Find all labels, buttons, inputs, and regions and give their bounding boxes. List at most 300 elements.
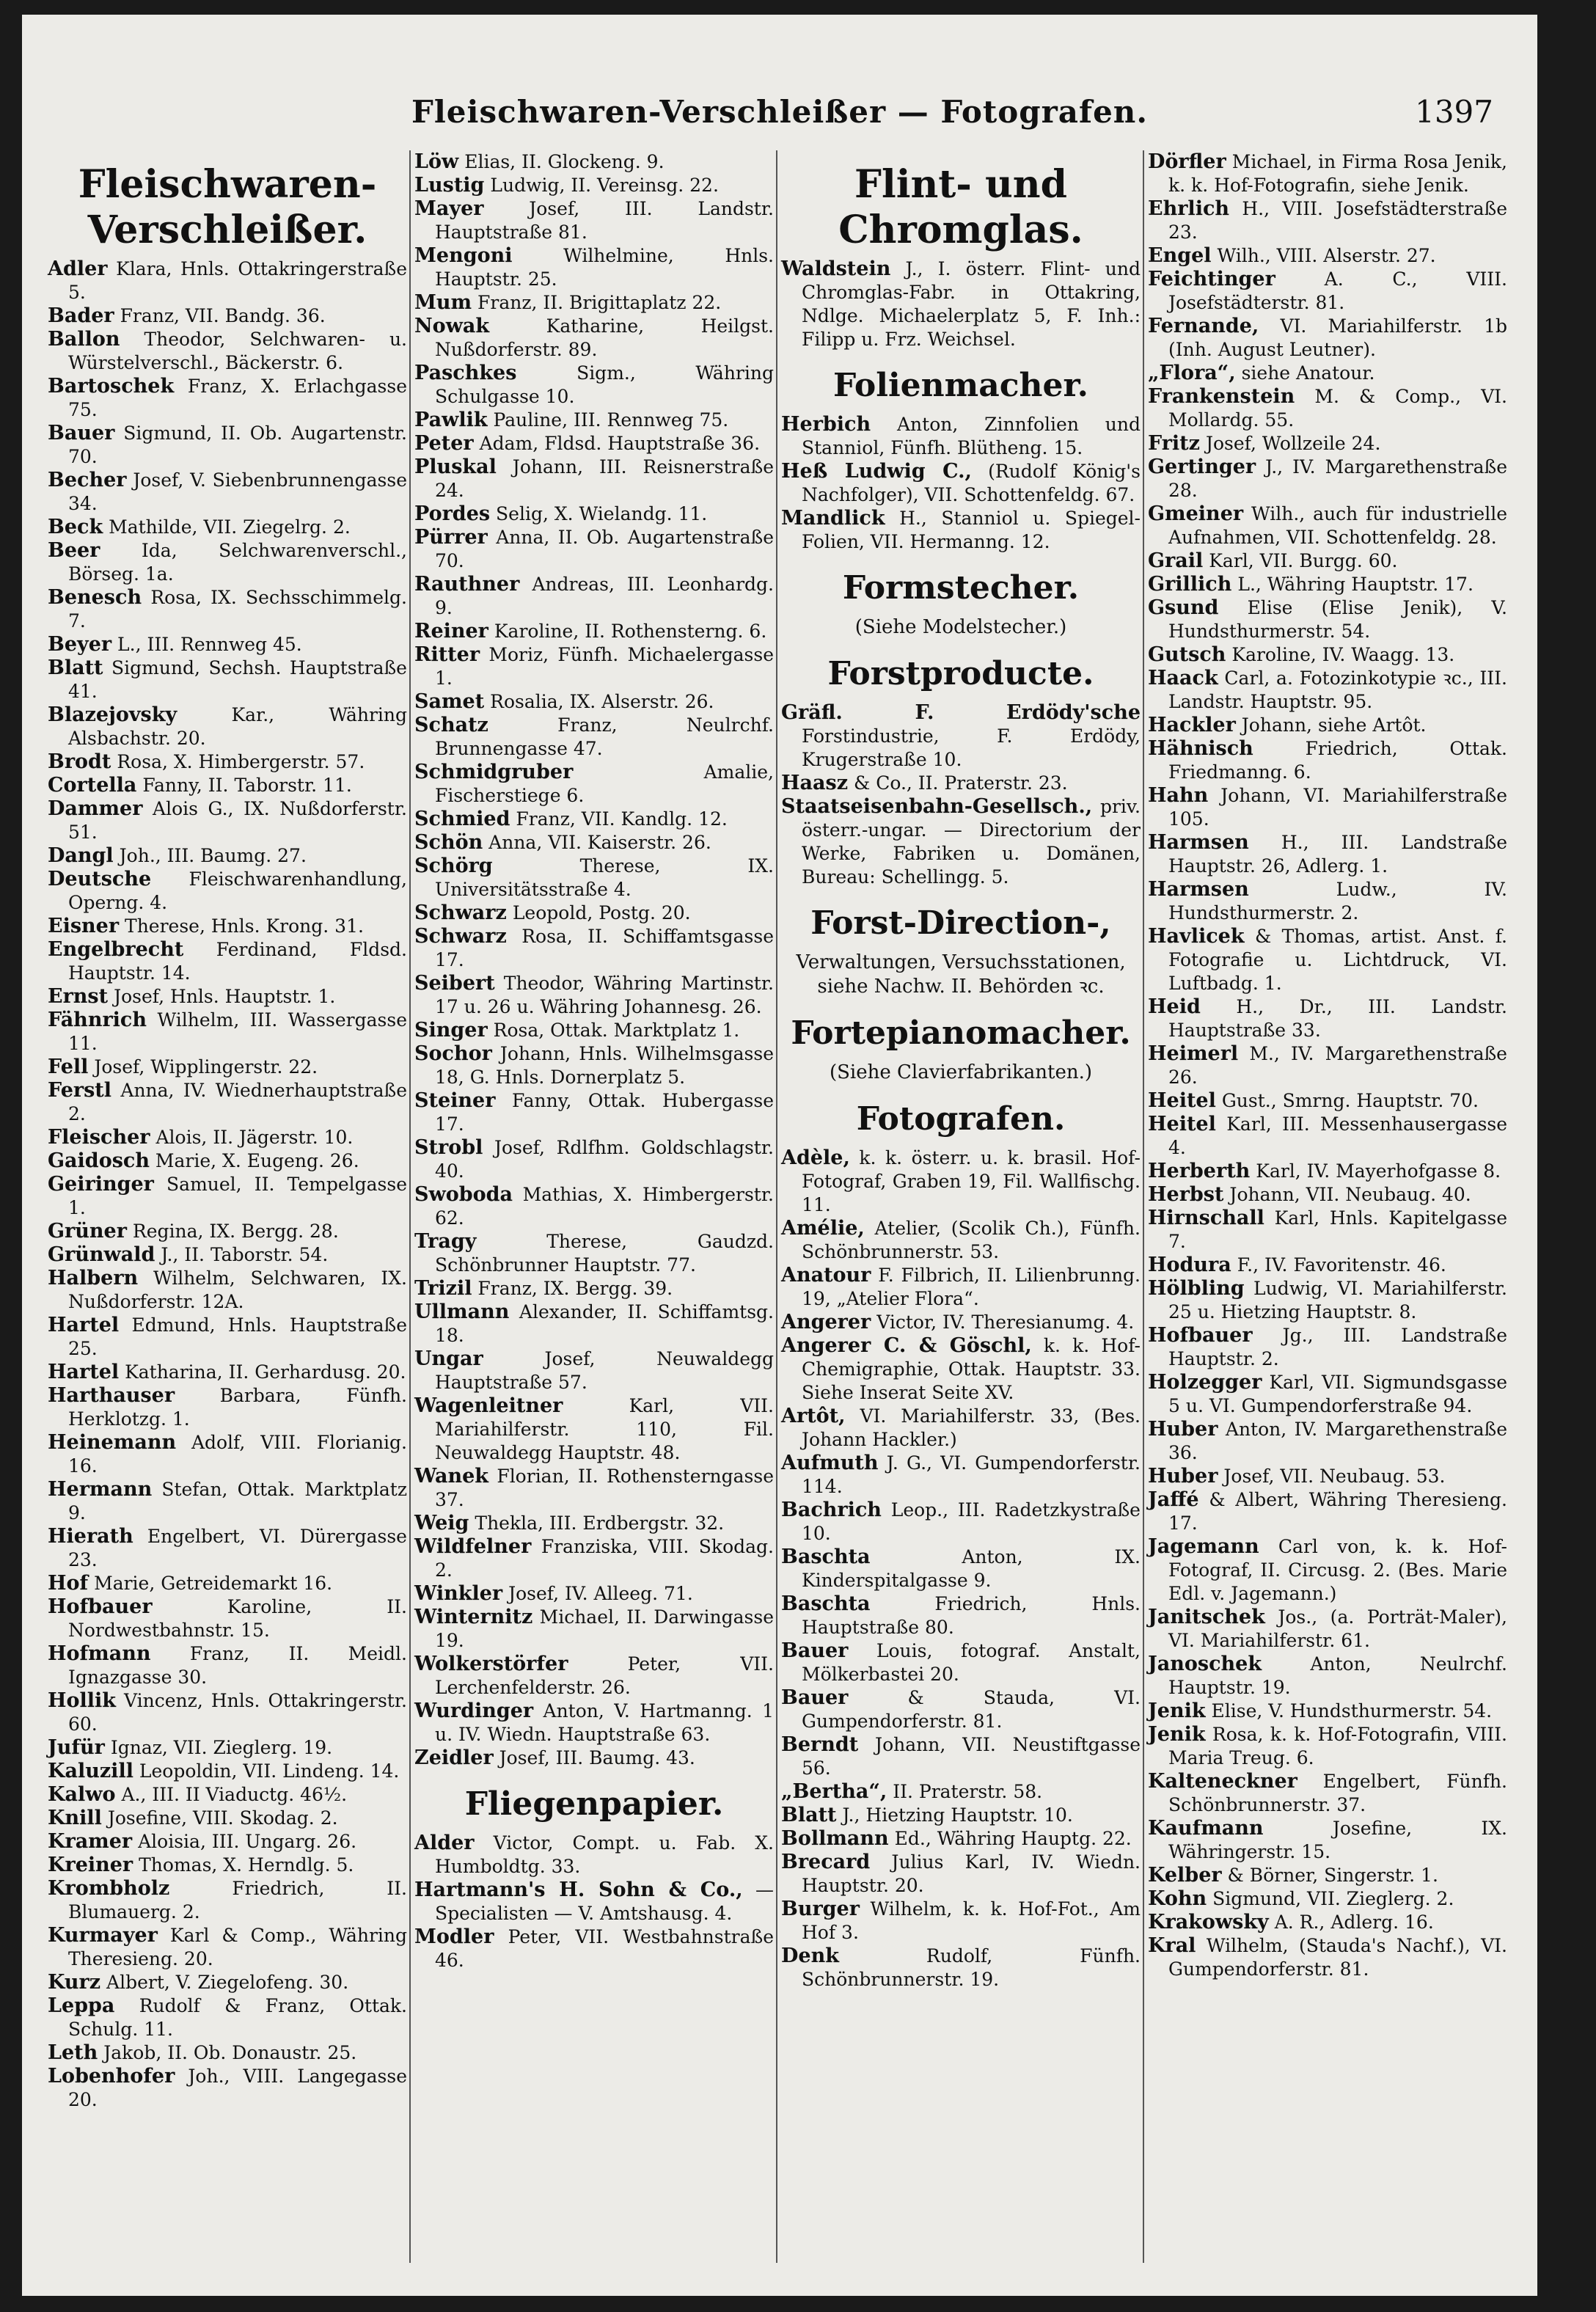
entry-details: H., Stanniol u. Spiegel-Folien, VII. Hermanng. 12.: [802, 508, 1141, 552]
entry-name: Trizil: [414, 1277, 472, 1300]
entry-details: Josef, Rdlfhm. Goldschlagstr. 40.: [435, 1137, 774, 1182]
entry-details: Jos., (a. Porträt-Maler), VI. Mariahilferstr. 61.: [1168, 1606, 1507, 1651]
directory-entry: [48, 1009, 407, 1056]
entry-details: II. Praterstr. 58.: [893, 1781, 1043, 1802]
directory-entry: [48, 304, 407, 328]
directory-entry: [48, 1924, 407, 1971]
entry-details: Johann, VII. Neubaug. 40.: [1229, 1184, 1471, 1205]
directory-entry: [48, 375, 407, 422]
directory-entry: [48, 1314, 407, 1361]
entry-name: Kurmayer: [48, 1924, 158, 1947]
entry-name: Kramer: [48, 1830, 133, 1853]
entry-details: Karl, VII. Sigmundsgasse 5 u. VI. Gumpendorferstraße 94.: [1168, 1372, 1507, 1416]
entry-name: Singer: [414, 1019, 488, 1042]
entry-details: Franz, II. Brigittaplatz 22.: [477, 292, 722, 313]
entry-name: Schwarz: [414, 901, 507, 924]
entry-name: Adler: [48, 257, 108, 280]
directory-entry: [1148, 1864, 1507, 1887]
entry-details: Johann, siehe Artôt.: [1241, 714, 1427, 736]
entry-name: Kohn: [1148, 1887, 1207, 1910]
entry-name: Knill: [48, 1807, 102, 1829]
entry-name: Bauer: [48, 422, 115, 445]
column-rule: [409, 150, 411, 2263]
directory-entry: [781, 1639, 1141, 1686]
entry-name: Kelber: [1148, 1864, 1222, 1887]
entry-name: „Flora“,: [1148, 362, 1236, 384]
directory-entry: [1148, 1324, 1507, 1371]
entry-details: Carl, a. Fotozinkotypie ꝛc., III. Landstr. Hauptstr. 95.: [1168, 667, 1507, 712]
entry-details: VI. Mariahilferstr. 33, (Bes. Johann Hackler.): [802, 1405, 1141, 1450]
entry-name: Jenik: [1148, 1723, 1206, 1746]
column-1: [48, 150, 407, 2112]
entry-details: H., Dr., III. Landstr. Hauptstraße 33.: [1168, 996, 1507, 1041]
entry-details: Engelbert, Fünfh. Schönbrunnerstr. 37.: [1168, 1771, 1507, 1815]
directory-entry: [48, 797, 407, 844]
directory-entry: [414, 1300, 774, 1347]
entry-details: Rudolf, Fünfh. Schönbrunnerstr. 19.: [802, 1945, 1141, 1990]
entry-name: Blazejovsky: [48, 703, 177, 726]
directory-entry: [1148, 432, 1507, 456]
directory-entry: [414, 714, 774, 761]
directory-entry: [48, 633, 407, 656]
entry-name: Weig: [414, 1512, 469, 1534]
entry-name: Hartel: [48, 1314, 120, 1336]
entry-name: Hierath: [48, 1525, 133, 1548]
directory-entry: [48, 1431, 407, 1478]
directory-entry: [781, 460, 1141, 507]
entry-details: Mathilde, VII. Ziegelrg. 2.: [109, 516, 351, 538]
entry-details: Karoline, II. Nordwestbahnstr. 15.: [68, 1596, 407, 1641]
directory-entry: [414, 1019, 774, 1042]
directory-entry: [1148, 878, 1507, 925]
entry-name: Huber: [1148, 1465, 1218, 1488]
entry-details: VI. Mariahilferstr. 1b (Inh. August Leutner).: [1168, 315, 1507, 360]
directory-entry: [48, 1149, 407, 1173]
directory-entry: [48, 539, 407, 586]
entry-name: Hofmann: [48, 1642, 151, 1665]
entry-name: Schatz: [414, 714, 488, 736]
directory-entry: [1148, 925, 1507, 995]
entry-name: Staatseisenbahn-Gesellsch.,: [781, 795, 1093, 818]
entry-name: Schön: [414, 831, 483, 854]
entry-name: Tragy: [414, 1230, 477, 1253]
entry-name: Kurz: [48, 1971, 101, 1994]
directory-entry: [414, 643, 774, 690]
entry-details: Katharina, II. Gerhardusg. 20.: [125, 1361, 406, 1383]
entry-details: Sigmund, VII. Zieglerg. 2.: [1212, 1888, 1454, 1909]
directory-entry: [1148, 1723, 1507, 1770]
entry-details: Franz, VII. Bandg. 36.: [120, 305, 326, 326]
directory-entry: [1148, 1887, 1507, 1911]
directory-entry: [781, 507, 1141, 554]
entry-details: Elias, II. Glockeng. 9.: [464, 151, 665, 172]
entry-details: Karoline, IV. Waagg. 13.: [1231, 644, 1455, 665]
directory-entry: [414, 1042, 774, 1089]
entry-details: Carl von, k. k. Hof-Fotograf, II. Circusg. 2. (Bes. Marie Edl. v. Jagemann.): [1168, 1536, 1508, 1604]
entry-name: Bader: [48, 304, 114, 327]
directory-entry: [48, 1642, 407, 1689]
entry-name: Bollmann: [781, 1827, 889, 1850]
directory-entry: [48, 750, 407, 774]
directory-entry: [1148, 1183, 1507, 1207]
directory-entry: [414, 901, 774, 925]
entry-name: Seibert: [414, 972, 495, 995]
directory-entry: [1148, 1371, 1507, 1418]
directory-entry: [1148, 456, 1507, 502]
entry-details: Franz, Neulrchf. Brunnengasse 47.: [435, 714, 775, 759]
directory-entry: [1148, 197, 1507, 244]
directory-entry: [48, 1971, 407, 1994]
entry-name: Ferstl: [48, 1079, 112, 1102]
directory-entry: [414, 972, 774, 1019]
directory-entry: [48, 469, 407, 516]
entry-name: Wurdinger: [414, 1700, 534, 1722]
column-rule: [1143, 150, 1144, 2263]
entry-name: Paschkes: [414, 362, 517, 384]
directory-entry: [48, 703, 407, 750]
directory-entry: [48, 1220, 407, 1243]
entry-name: Baschta: [781, 1592, 871, 1615]
directory-entry: [414, 1465, 774, 1512]
entry-details: Friedrich, II. Blumauerg. 2.: [68, 1878, 408, 1923]
entry-details: Rosa, IX. Sechsschimmelg. 7.: [68, 587, 407, 632]
entry-name: Kral: [1148, 1934, 1196, 1957]
entry-name: Heimerl: [1148, 1042, 1239, 1065]
entry-details: Franz, VII. Kandlg. 12.: [516, 808, 728, 830]
entry-details: Pauline, III. Rennweg 75.: [493, 409, 729, 431]
entry-details: A. R., Adlerg. 16.: [1274, 1912, 1434, 1933]
directory-entry: [414, 808, 774, 831]
directory-entry: [781, 1405, 1141, 1452]
entry-details: Wilhelm, k. k. Hof-Fot., Am Hof 3.: [802, 1898, 1141, 1943]
directory-entry: [1148, 1653, 1507, 1700]
entry-name: Blatt: [48, 656, 103, 679]
entry-details: Barbara, Fünfh. Herklotzg. 1.: [68, 1385, 407, 1430]
directory-entry: [1148, 1277, 1507, 1324]
directory-entry: [414, 315, 774, 362]
entry-details: F. Filbrich, II. Lilienbrunng. 19, „Atelier Flora“.: [802, 1265, 1141, 1309]
directory-entry: [414, 1089, 774, 1136]
entry-details: Karl, VII. Mariahilferstr. 110, Fil. Neuwaldegg Hauptstr. 48.: [435, 1395, 774, 1463]
entry-name: Hofbauer: [1148, 1324, 1253, 1347]
column-3: [781, 150, 1141, 1991]
entry-name: Herbich: [781, 413, 871, 436]
directory-entry: [48, 1525, 407, 1572]
entry-name: Blatt: [781, 1804, 837, 1826]
entry-details: Therese, Gaudzd. Schönbrunner Hauptstr. 77.: [435, 1231, 774, 1276]
entry-name: Hollik: [48, 1689, 116, 1712]
directory-entry: [1148, 1770, 1507, 1817]
entry-details: Ferdinand, Fldsd. Hauptstr. 14.: [68, 939, 408, 984]
page-header: [22, 94, 1537, 145]
entry-details: Leopold, Postg. 20.: [512, 902, 691, 923]
directory-entry: [1148, 1254, 1507, 1277]
entry-name: Gutsch: [1148, 643, 1226, 666]
page-number: 1397: [1415, 94, 1493, 130]
entry-name: Janitschek: [1148, 1606, 1265, 1628]
entry-name: Hartmann's H. Sohn & Co.,: [414, 1878, 743, 1901]
entry-name: Rauthner: [414, 573, 520, 596]
directory-entry: [781, 1592, 1141, 1639]
entry-details: Josef, Wollzeile 24.: [1205, 433, 1381, 454]
directory-entry: [48, 1384, 407, 1431]
entry-name: Dangl: [48, 844, 114, 867]
entry-name: Ehrlich: [1148, 197, 1230, 220]
directory-entry: [1148, 502, 1507, 549]
entry-details: Andreas, III. Leonhardg. 9.: [435, 574, 774, 618]
entry-name: Krombholz: [48, 1877, 170, 1900]
entry-details: H., VIII. Josefstädterstraße 23.: [1168, 198, 1507, 243]
entry-name: Peter: [414, 432, 474, 455]
entry-name: Mandlick: [781, 507, 885, 530]
directory-entry: [414, 925, 774, 972]
entry-name: Grünwald: [48, 1243, 155, 1266]
entry-name: Jagemann: [1148, 1535, 1259, 1558]
entry-details: Josef, IV. Alleeg. 71.: [508, 1583, 693, 1604]
entry-details: Leopoldin, VII. Lindeng. 14.: [139, 1760, 400, 1782]
entry-details: Josef, V. Siebenbrunnengasse 34.: [68, 469, 407, 514]
entry-details: Anton, IV. Margarethenstraße 36.: [1168, 1419, 1508, 1463]
entry-details: Alois, II. Jägerstr. 10.: [155, 1127, 354, 1148]
directory-entry: [48, 915, 407, 938]
entry-details: Joh., III. Baumg. 27.: [119, 845, 307, 866]
entry-details: & Thomas, artist. Anst. f. Fotografie u. Lichtdruck, VI. Luftbadg. 1.: [1168, 926, 1508, 994]
entry-details: Ed., Währing Hauptg. 22.: [894, 1828, 1132, 1849]
entry-details: Anna, II. Ob. Augartenstraße 70.: [435, 527, 775, 571]
entry-name: Hartel: [48, 1361, 120, 1383]
directory-entry: [414, 1700, 774, 1746]
entry-name: Wolkerstörfer: [414, 1653, 568, 1675]
directory-entry: [48, 868, 407, 915]
directory-entry: [781, 1264, 1141, 1311]
entry-details: Anton, Neulrchf. Hauptstr. 19.: [1168, 1653, 1507, 1698]
entry-details: Josef, Hnls. Hauptstr. 1.: [114, 986, 336, 1007]
entry-details: M., IV. Margarethenstraße 26.: [1168, 1043, 1507, 1088]
directory-entry: [1148, 714, 1507, 737]
entry-name: Cortella: [48, 774, 137, 797]
entry-name: Ullmann: [414, 1300, 510, 1323]
directory-entry: [48, 1056, 407, 1079]
entry-name: Fritz: [1148, 432, 1200, 455]
entry-details: Josefine, IX. Währingerstr. 15.: [1168, 1818, 1507, 1862]
directory-entry: [1148, 1089, 1507, 1113]
entry-name: Gsund: [1148, 596, 1219, 619]
directory-entry: [414, 690, 774, 714]
directory-entry: [414, 1606, 774, 1653]
entry-name: Ritter: [414, 643, 480, 666]
entry-details: Rosa, X. Himbergerstr. 57.: [117, 751, 365, 772]
entry-details: Julius Karl, IV. Wiedn. Hauptstr. 20.: [802, 1851, 1141, 1896]
directory-entry: [1148, 385, 1507, 432]
entry-details: Wilhelmine, Hnls. Hauptstr. 25.: [435, 245, 774, 290]
directory-entry: [414, 197, 774, 244]
directory-entry: [48, 1689, 407, 1736]
entry-name: Hodura: [1148, 1254, 1231, 1276]
entry-name: Artôt,: [781, 1405, 846, 1427]
entry-details: Mathias, X. Himbergerstr. 62.: [435, 1184, 774, 1229]
entry-details: A. C., VIII. Josefstädterstr. 81.: [1168, 268, 1507, 313]
entry-name: Heß Ludwig C.,: [781, 460, 972, 483]
directory-entry: [781, 1334, 1141, 1405]
entry-name: Herberth: [1148, 1160, 1251, 1182]
entry-details: Franz, II. Meidl. Ignazgasse 30.: [68, 1643, 407, 1688]
entry-name: Becher: [48, 469, 127, 491]
entry-name: Bauer: [781, 1639, 849, 1662]
entry-details: Josefine, VIII. Skodag. 2.: [107, 1807, 338, 1829]
entry-name: Pawlik: [414, 409, 488, 431]
entry-name: Jufür: [48, 1736, 105, 1759]
entry-name: Harthauser: [48, 1384, 175, 1407]
directory-entry: [781, 1545, 1141, 1592]
directory-entry: [414, 1535, 774, 1582]
entry-name: Heitel: [1148, 1113, 1216, 1135]
entry-name: Herbst: [1148, 1183, 1224, 1206]
entry-details: Anton, Zinnfolien und Stanniol, Fünfh. Blütheng. 15.: [802, 414, 1141, 458]
entry-name: Baschta: [781, 1545, 871, 1568]
directory-entry: [414, 432, 774, 456]
directory-entry: [414, 502, 774, 526]
section-heading: Flint- und Chromglas.: [838, 162, 1083, 252]
entry-details: Wilh., auch für industrielle Aufnahmen, VII. Schottenfeldg. 28.: [1168, 503, 1507, 548]
entry-name: Modler: [414, 1925, 494, 1948]
section-heading: Fortepianomacher.: [791, 1014, 1131, 1052]
entry-name: Schwarz: [414, 925, 507, 948]
directory-page: [22, 15, 1537, 2296]
section-heading: Forstproducte.: [827, 655, 1094, 692]
entry-details: Klara, Hnls. Ottakringerstraße 5.: [68, 258, 407, 303]
directory-entry: [48, 938, 407, 985]
directory-entry: [414, 362, 774, 409]
entry-name: Hofbauer: [48, 1595, 153, 1618]
entry-details: Jg., III. Landstraße Hauptstr. 2.: [1168, 1325, 1507, 1369]
directory-entry: [414, 573, 774, 620]
entry-details: Johann, VII. Neustiftgasse 56.: [802, 1734, 1141, 1779]
entry-name: Harmsen: [1148, 878, 1249, 901]
directory-entry: [1148, 1535, 1507, 1606]
entry-details: Friedrich, Ottak. Friedmanng. 6.: [1168, 738, 1507, 783]
entry-name: „Bertha“,: [781, 1780, 887, 1803]
directory-entry: [48, 516, 407, 539]
entry-name: Fähnrich: [48, 1009, 147, 1031]
directory-entry: [48, 1877, 407, 1924]
entry-details: J., I. österr. Flint- und Chromglas-Fabr. in Ottakring, Ndlge. Michaelerplatz 5, F. Inh.: Filipp u. Frz. Weichsel.: [802, 258, 1141, 350]
entry-name: Amélie,: [781, 1217, 865, 1240]
cross-reference-note: Verwaltungen, Versuchsstationen, siehe Nachw. II. Behörden ꝛc.: [796, 951, 1126, 998]
directory-entry: [48, 656, 407, 703]
entry-details: Wilhelm, Selchwaren, IX. Nußdorferstr. 12A.: [68, 1267, 407, 1312]
entry-name: Kaufmann: [1148, 1817, 1264, 1840]
directory-entry: [414, 150, 774, 174]
entry-details: Thomas, X. Herndlg. 5.: [139, 1854, 354, 1876]
entry-name: Bauer: [781, 1686, 849, 1709]
entry-name: Waldstein: [781, 257, 891, 280]
directory-entry: [414, 1136, 774, 1183]
entry-details: Rosa, k. k. Hof-Fotografin, VIII. Maria Treug. 6.: [1168, 1724, 1507, 1768]
directory-entry: [1148, 1465, 1507, 1488]
entry-name: Heinemann: [48, 1431, 177, 1454]
directory-entry: [414, 855, 774, 901]
entry-details: Gust., Smrng. Hauptstr. 70.: [1221, 1090, 1479, 1111]
directory-entry: [414, 244, 774, 291]
directory-entry: [414, 1277, 774, 1300]
entry-name: Haack: [1148, 667, 1218, 689]
entry-details: & Börner, Singerstr. 1.: [1227, 1865, 1438, 1886]
entry-details: Theodor, Selchwaren- u. Würstelverschl., Bäckerstr. 6.: [68, 329, 407, 373]
entry-details: Florian, II. Rothensterngasse 37.: [435, 1466, 775, 1510]
entry-name: Lustig: [414, 174, 485, 197]
directory-entry: [781, 1851, 1141, 1898]
entry-details: Forstindustrie, F. Erdödy, Krugerstraße 10.: [802, 725, 1141, 770]
entry-details: Anton, V. Hartmanng. 1 u. IV. Wiedn. Hauptstraße 63.: [435, 1700, 774, 1745]
entry-name: Brodt: [48, 750, 111, 773]
directory-entry: [1148, 573, 1507, 596]
entry-name: Hahn: [1148, 784, 1209, 807]
entry-details: Victor, IV. Theresianumg. 4.: [876, 1312, 1135, 1333]
entry-name: Schmidgruber: [414, 761, 574, 783]
running-title: Fleischwaren-Verschleißer — Fotografen.: [411, 94, 1148, 130]
entry-details: — Specialisten — V. Amtshausg. 4.: [435, 1879, 774, 1924]
directory-entry: [781, 1827, 1141, 1851]
entry-details: Fleischwarenhandlung, Operng. 4.: [68, 868, 407, 913]
section-heading: Fleischwaren-Verschleißer.: [78, 162, 377, 252]
entry-name: Wildfelner: [414, 1535, 532, 1558]
directory-entry: [48, 985, 407, 1009]
section-heading: Folienmacher.: [833, 367, 1088, 404]
entry-name: Harmsen: [1148, 831, 1249, 854]
entry-name: Kalteneckner: [1148, 1770, 1297, 1793]
directory-entry: [414, 761, 774, 808]
entry-details: Karl, VII. Burgg. 60.: [1209, 550, 1398, 571]
directory-entry: [48, 1126, 407, 1149]
entry-details: Jakob, II. Ob. Donaustr. 25.: [103, 2042, 357, 2063]
directory-entry: [48, 1173, 407, 1220]
column-2: [414, 150, 774, 1972]
entry-details: Wilhelm, (Stauda's Nachf.), VI. Gumpendorferstr. 81.: [1168, 1935, 1507, 1980]
entry-details: Alois G., IX. Nußdorferstr. 51.: [68, 798, 407, 843]
directory-entry: [48, 586, 407, 633]
entry-details: Franz, X. Erlachgasse 75.: [68, 376, 408, 420]
directory-entry: [781, 1686, 1141, 1733]
section-heading: Forst-Direction-,: [810, 904, 1111, 942]
directory-entry: [48, 2065, 407, 2112]
entry-name: Burger: [781, 1898, 860, 1920]
directory-entry: [1148, 1113, 1507, 1160]
directory-entry: [781, 1499, 1141, 1545]
directory-entry: [1148, 549, 1507, 573]
entry-name: Angerer C. & Göschl,: [781, 1334, 1032, 1357]
entry-details: Therese, IX. Universitätsstraße 4.: [435, 855, 774, 900]
directory-entry: [414, 1230, 774, 1277]
entry-details: siehe Anatour.: [1241, 362, 1375, 384]
entry-details: Vincenz, Hnls. Ottakringerstr. 60.: [68, 1690, 407, 1735]
entry-name: Jaffé: [1148, 1488, 1199, 1511]
entry-name: Swoboda: [414, 1183, 513, 1206]
entry-name: Gräfl. F. Erdödy'sche: [781, 701, 1141, 724]
entry-details: Aloisia, III. Ungarg. 26.: [138, 1831, 357, 1852]
entry-name: Beyer: [48, 633, 112, 656]
directory-entry: [781, 701, 1141, 772]
entry-name: Dammer: [48, 797, 143, 820]
entry-name: Zeidler: [414, 1746, 494, 1769]
entry-details: Rosa, Ottak. Marktplatz 1.: [493, 1020, 740, 1041]
entry-name: Winkler: [414, 1582, 503, 1605]
entry-details: Franziska, VIII. Skodag. 2.: [435, 1536, 774, 1581]
directory-entry: [48, 1243, 407, 1267]
entry-name: Geiringer: [48, 1173, 154, 1196]
entry-details: Peter, VII. Westbahnstraße 46.: [435, 1926, 774, 1971]
directory-entry: [48, 1994, 407, 2041]
entry-details: H., III. Landstraße Hauptstr. 26, Adlerg. 1.: [1168, 832, 1507, 877]
